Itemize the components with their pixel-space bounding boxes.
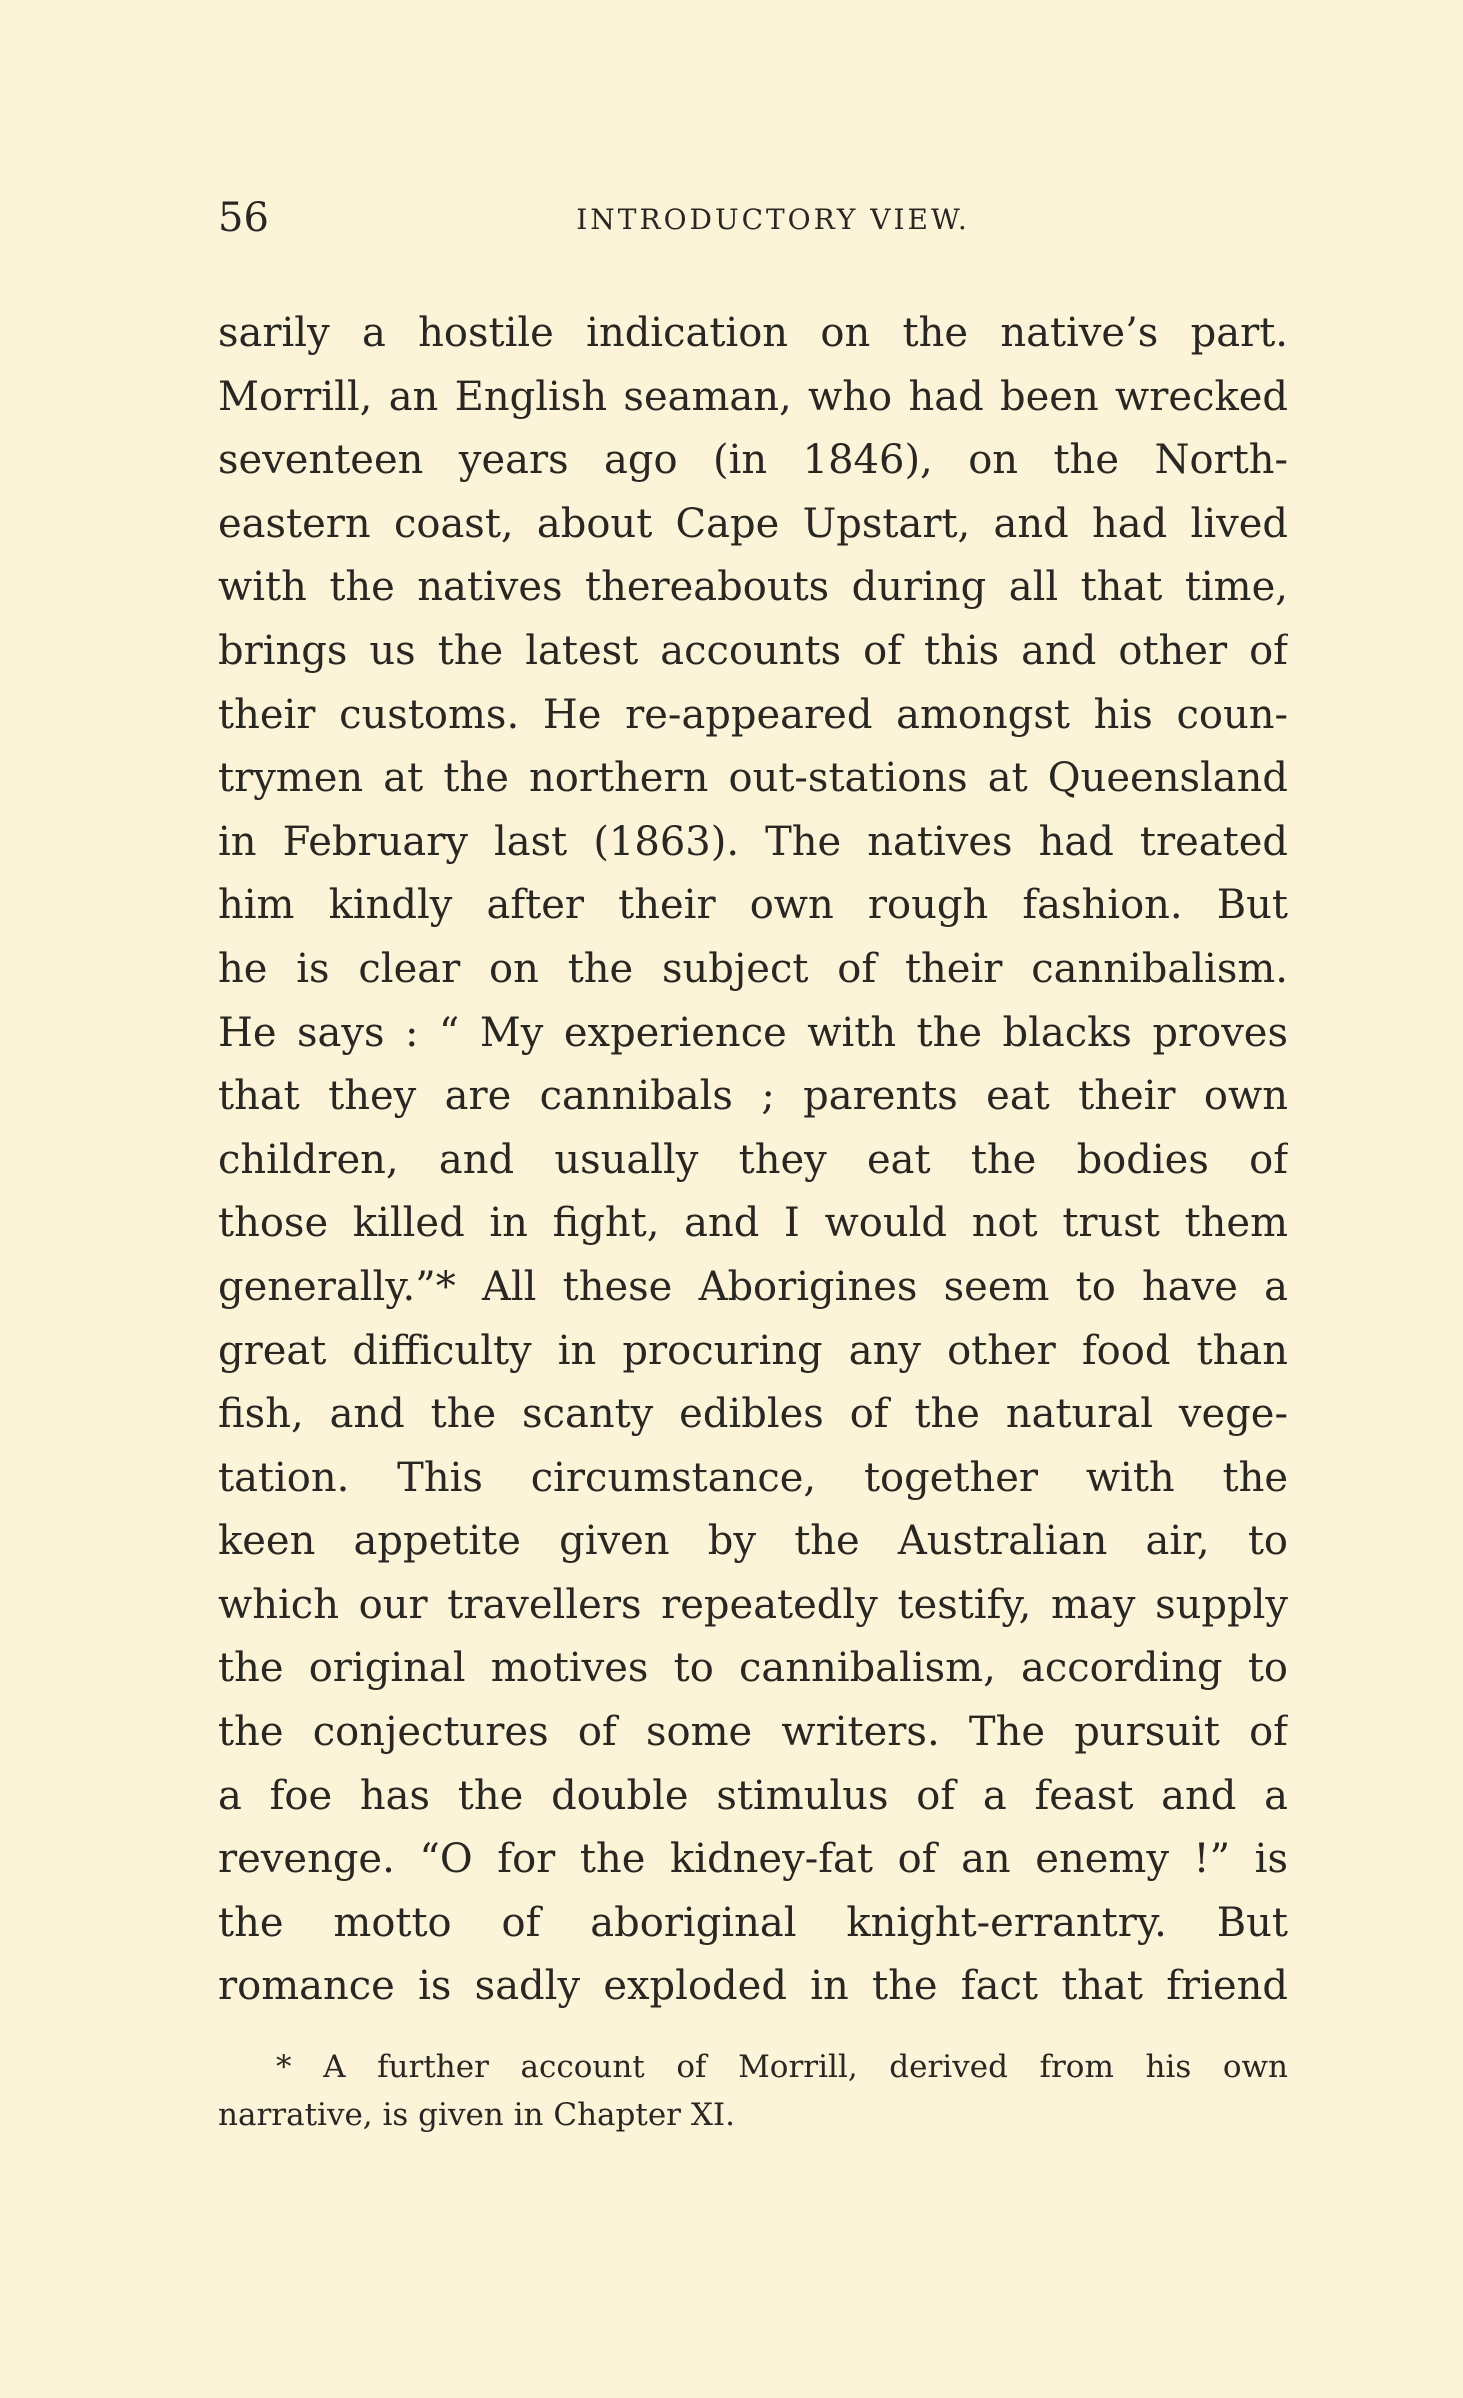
text-line: the conjectures of some writers. The pursuit of [218, 1709, 1288, 1756]
footnote [218, 2043, 1288, 2139]
running-title: INTRODUCTORY VIEW. [576, 203, 970, 236]
footnote-line: * A further account of Morrill, derived from his own [276, 2049, 1288, 2085]
text-line: great difficulty in procuring any other food than [218, 1327, 1288, 1374]
footnote-line: narrative, is given in Chapter XI. [218, 2097, 736, 2133]
text-line: children, and usually they eat the bodies of [218, 1136, 1288, 1183]
text-line: eastern coast, about Cape Upstart, and had lived [218, 500, 1288, 547]
body-paragraph [218, 302, 1288, 2019]
running-head [218, 192, 1288, 244]
text-line: the original motives to cannibalism, according to [218, 1645, 1288, 1692]
text-line: revenge. “O for the kidney-fat of an enemy !” is [218, 1836, 1288, 1883]
text-line: keen appetite given by the Australian air, to [218, 1518, 1288, 1565]
text-line: trymen at the northern out-stations at Queensland [218, 755, 1288, 802]
text-line: generally.”* All these Aborigines seem to have a [218, 1263, 1288, 1310]
text-line: tation. This circumstance, together with the [218, 1454, 1288, 1501]
text-line: him kindly after their own rough fashion. But [218, 882, 1288, 929]
text-line: the motto of aboriginal knight-errantry. But [218, 1899, 1288, 1946]
text-line: sarily a hostile indication on the native’s part. [218, 310, 1288, 356]
text-line: Morrill, an English seaman, who had been wrecked [218, 373, 1288, 420]
text-line: fish, and the scanty edibles of the natural vege- [218, 1391, 1288, 1438]
text-line: he is clear on the subject of their cannibalism. [218, 945, 1288, 992]
text-line: that they are cannibals ; parents eat their own [218, 1073, 1288, 1120]
text-line: seventeen years ago (in 1846), on the North- [218, 437, 1288, 484]
text-line: romance is sadly exploded in the fact that friend [218, 1963, 1288, 2010]
text-line: their customs. He re-appeared amongst his coun- [218, 691, 1288, 738]
text-line: brings us the latest accounts of this and other of [218, 627, 1288, 674]
text-line: with the natives thereabouts during all that time, [218, 564, 1288, 611]
text-line: which our travellers repeatedly testify, may supply [218, 1581, 1288, 1628]
text-line: a foe has the double stimulus of a feast and a [218, 1772, 1288, 1819]
text-line: in February last (1863). The natives had treated [218, 818, 1288, 865]
text-line: He says : “ My experience with the blacks proves [218, 1009, 1288, 1056]
text-line: those killed in fight, and I would not trust them [218, 1200, 1288, 1247]
page-number: 56 [218, 195, 269, 241]
